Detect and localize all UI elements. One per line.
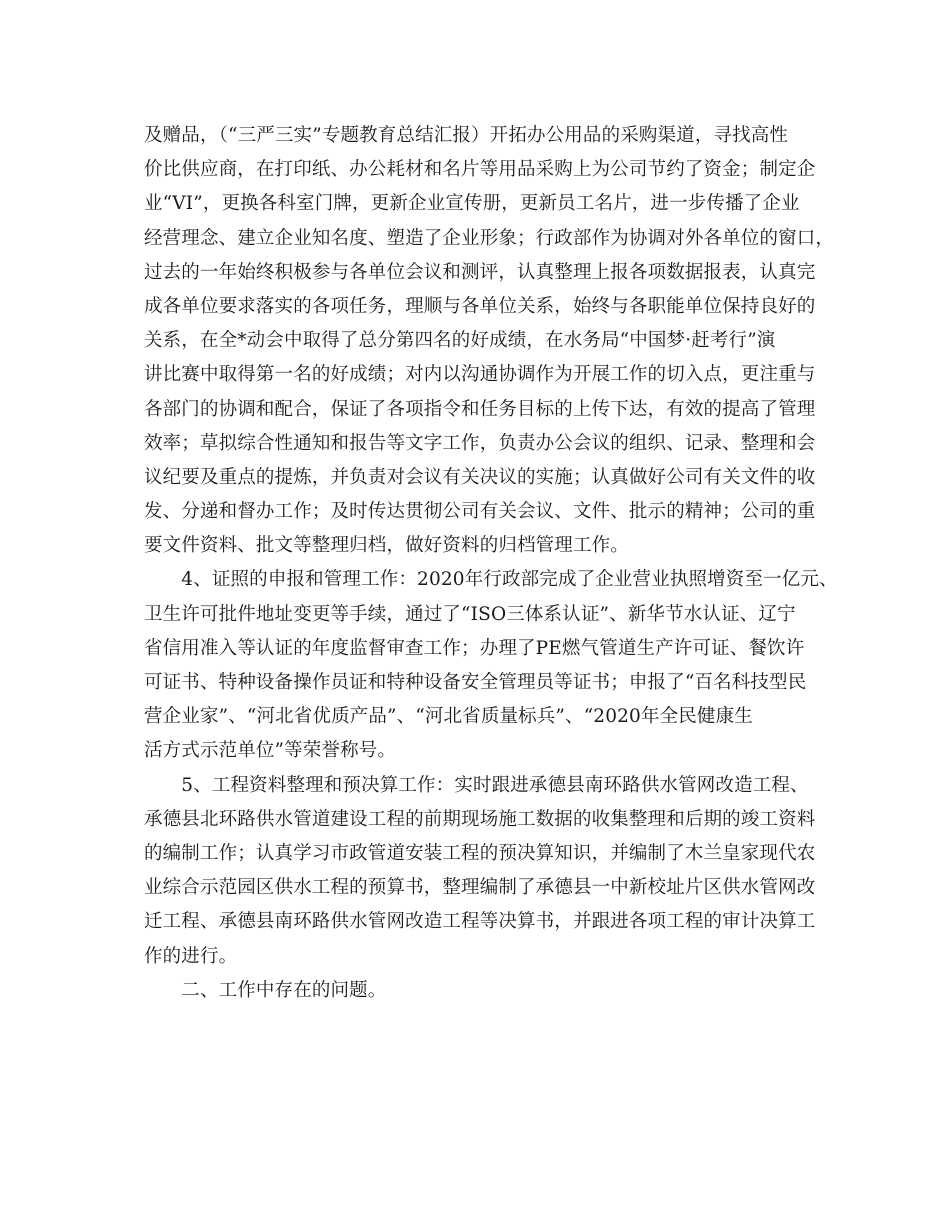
body-text: [144, 119, 838, 1008]
text-line: 成各单位要求落实的各项任务，理顺与各单位关系，始终与各职能单位保持良好的: [144, 295, 816, 317]
text-line: 过去的一年始终积极参与各单位会议和测评，认真整理上报各项数据报表，认真完: [144, 261, 816, 283]
text-line: 关系，在全*动会中取得了总分第四名的好成绩，在水务局“中国梦·赶考行”演: [144, 330, 776, 352]
text-line: 业“VI”，更换各科室门牌，更新企业宣传册，更新员工名片，进一步传播了企业: [144, 193, 800, 215]
text-line: 业综合示范园区供水工程的预算书，整理编制了承德县一中新校址片区供水管网改: [144, 877, 816, 899]
text-line: 价比供应商，在打印纸、办公耗材和名片等用品采购上为公司节约了资金；制定企: [144, 159, 816, 181]
text-line: 卫生许可批件地址变更等手续，通过了“ISO三体系认证”、新华节水认证、辽宁: [144, 603, 796, 625]
text-line: 可证书、特种设备操作员证和特种设备安全管理员等证书；申报了“百名科技型民: [144, 672, 807, 693]
text-line: 营企业家”、“河北省优质产品”、“河北省质量标兵”、“2020年全民健康生: [144, 706, 753, 728]
text-line: 省信用准入等认证的年度监督审查工作；办理了PE燃气管道生产许可证、餐饮许: [144, 637, 805, 659]
text-line: 议纪要及重点的提炼，并负责对会议有关决议的实施；认真做好公司有关文件的收: [144, 466, 816, 488]
text-line: 承德县北环路供水管道建设工程的前期现场施工数据的收集整理和后期的竣工资料: [144, 808, 816, 830]
text-line: 作的进行。: [144, 945, 238, 967]
text-line: 效率；草拟综合性通知和报告等文字工作，负责办公会议的组织、记录、整理和会: [144, 432, 816, 454]
text-line: 迁工程、承德县南环路供水管网改造工程等决算书，并跟进各项工程的审计决算工: [144, 911, 816, 933]
text-line: 各部门的协调和配合，保证了各项指令和任务目标的上传下达，有效的提高了管理: [144, 398, 816, 420]
text-line: 5、工程资料整理和预决算工作：实时跟进承德县南环路供水管网改造工程、: [144, 774, 809, 796]
text-line: 的编制工作；认真学习市政管道安装工程的预决算知识，并编制了木兰皇家现代农: [144, 842, 816, 864]
text-line: 讲比赛中取得第一名的好成绩；对内以沟通协调作为开展工作的切入点，更注重与: [144, 364, 816, 386]
text-line: 经营理念、建立企业知名度、塑造了企业形象；行政部作为协调对外各单位的窗口，: [144, 227, 835, 249]
text-line: 要文件资料、批文等整理归档，做好资料的归档管理工作。: [144, 535, 629, 557]
text-line: 及赠品，（“三严三实”专题教育总结汇报）开拓办公用品的采购渠道，寻找高性: [144, 125, 789, 146]
text-line: 活方式示范单位”等荣誉称号。: [144, 740, 397, 762]
text-line: 发、分递和督办工作；及时传达贯彻公司有关会议、文件、批示的精神；公司的重: [144, 501, 816, 523]
section-heading: 二、工作中存在的问题。: [144, 979, 387, 1001]
text-line: 4、证照的申报和管理工作：2020年行政部完成了企业营业执照增资至一亿元、: [144, 569, 838, 591]
